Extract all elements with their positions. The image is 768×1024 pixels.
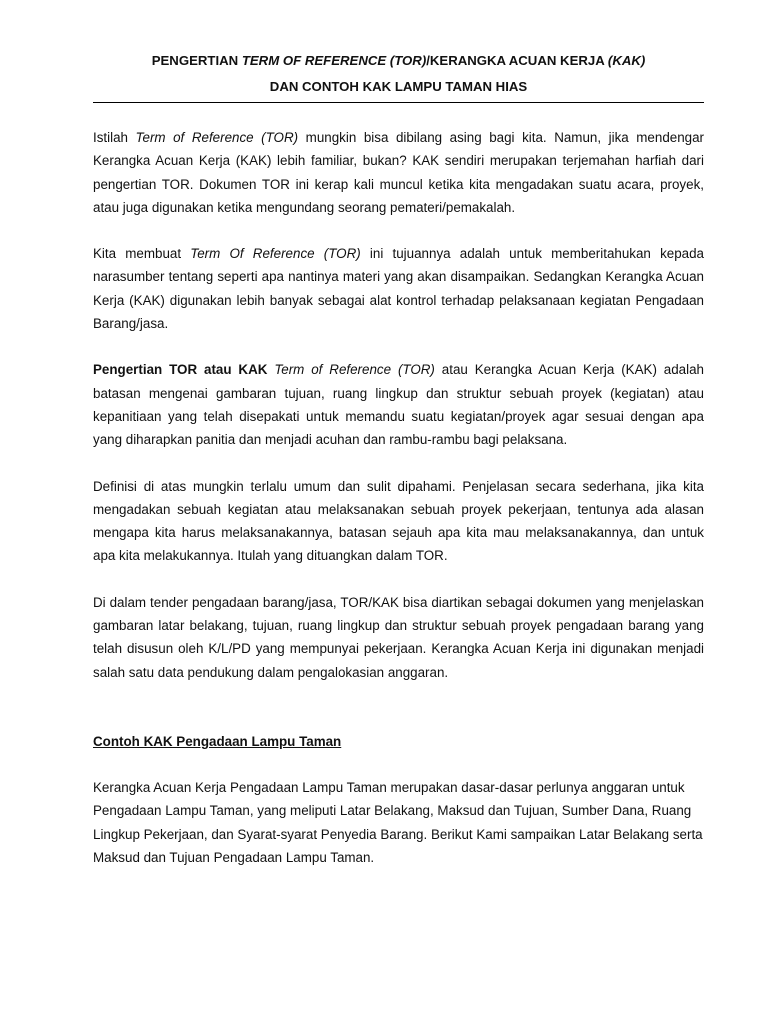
paragraph-tender: Di dalam tender pengadaan barang/jasa, TOR/KAK bisa diartikan sebagai dokumen yang menjelaskan gambaran latar belakang, tujuan, ruang lingkup dan struktur sebuah proyek pengadaan barang yang telah disusun oleh K/L/PD yang mempunyai pekerjaan. Kerangka Acuan Kerja ini digunakan menjadi salah satu data pendukung dalam pengalokasian anggaran. [93, 594, 704, 680]
text-run: Istilah [93, 130, 136, 145]
italic-term: Term of Reference (TOR) [135, 130, 299, 145]
text-run: ini tujuannya adalah untuk memberitahukan kepada narasumber tentang seperti apa nantinya materi yang akan disampaikan. Sedangkan Kerangka Acuan Kerja (KAK) digunakan lebih banyak sebagai alat kontrol terhadap pelaksanaan kegiatan Pengadaan Barang/jasa. [93, 246, 704, 332]
section-heading: Contoh KAK Pengadaan Lampu Taman [93, 733, 342, 749]
text-run: atau Kerangka Acuan Kerja (KAK) adalah batasan mengenai gambaran tujuan, ruang lingkup dan struktur sebuah proyek (kegiatan) atau kepanitiaan yang telah disepakati untuk memandu suatu kegiatan/proyek agar sesuai dengan apa yang diharapkan panitia dan menjadi acuhan dan rambu-rambu bagi pelaksana. [93, 362, 704, 448]
paragraph-intro [93, 126, 704, 219]
document-title-line-1 [93, 48, 704, 74]
title-part: PENGERTIAN [151, 53, 242, 68]
document-title-line-2: DAN CONTOH KAK LAMPU TAMAN HIAS [93, 74, 704, 103]
title-part: /KERANGKA ACUAN KERJA [426, 53, 608, 68]
paragraph-example: Kerangka Acuan Kerja Pengadaan Lampu Taman merupakan dasar-dasar perlunya anggaran untuk Pengadaan Lampu Taman, yang meliputi Latar Belakang, Maksud dan Tujuan, Sumber Dana, Ruang Lingkup Pekerjaan, dan Syarat-syarat Penyedia Barang. Berikut Kami sampaikan Latar Belakang serta Maksud dan Tujuan Pengadaan Lampu Taman. [93, 779, 703, 865]
italic-term: Term Of Reference (TOR) [190, 246, 361, 262]
text-run: mungkin bisa dibilang asing bagi kita. Namun, jika mendengar Kerangka Acuan Kerja (KAK) lebih familiar, bukan? KAK sendiri merupakan terjemahan harfiah dari pengertian TOR. Dokumen TOR ini kerap kali muncul ketika kita mengadakan suatu acara, proyek, atau juga digunakan ketika mengundang seorang pemateri/pemakalah. [93, 130, 705, 215]
bold-lead: Pengertian TOR atau KAK [93, 362, 268, 378]
paragraph-purpose [93, 242, 704, 335]
paragraph-explanation: Definisi di atas mungkin terlalu umum dan sulit dipahami. Penjelasan secara sederhana, jika kita mengadakan sebuah kegiatan atau melaksanakan sebuah proyek pekerjaan, tentunya ada alasan mengapa kita harus melaksanakannya, batasan sejauh apa kita mau melaksanakannya, dan untuk apa kita melakukannya. Itulah yang dituangkan dalam TOR. [93, 478, 704, 564]
text-run: Kita membuat [93, 246, 191, 262]
document-page [93, 48, 704, 869]
paragraph-definition [93, 358, 704, 451]
title-italic-part: (KAK) [607, 53, 646, 68]
italic-term: Term of Reference (TOR) [274, 362, 435, 378]
title-italic-part: TERM OF REFERENCE (TOR) [241, 53, 427, 68]
